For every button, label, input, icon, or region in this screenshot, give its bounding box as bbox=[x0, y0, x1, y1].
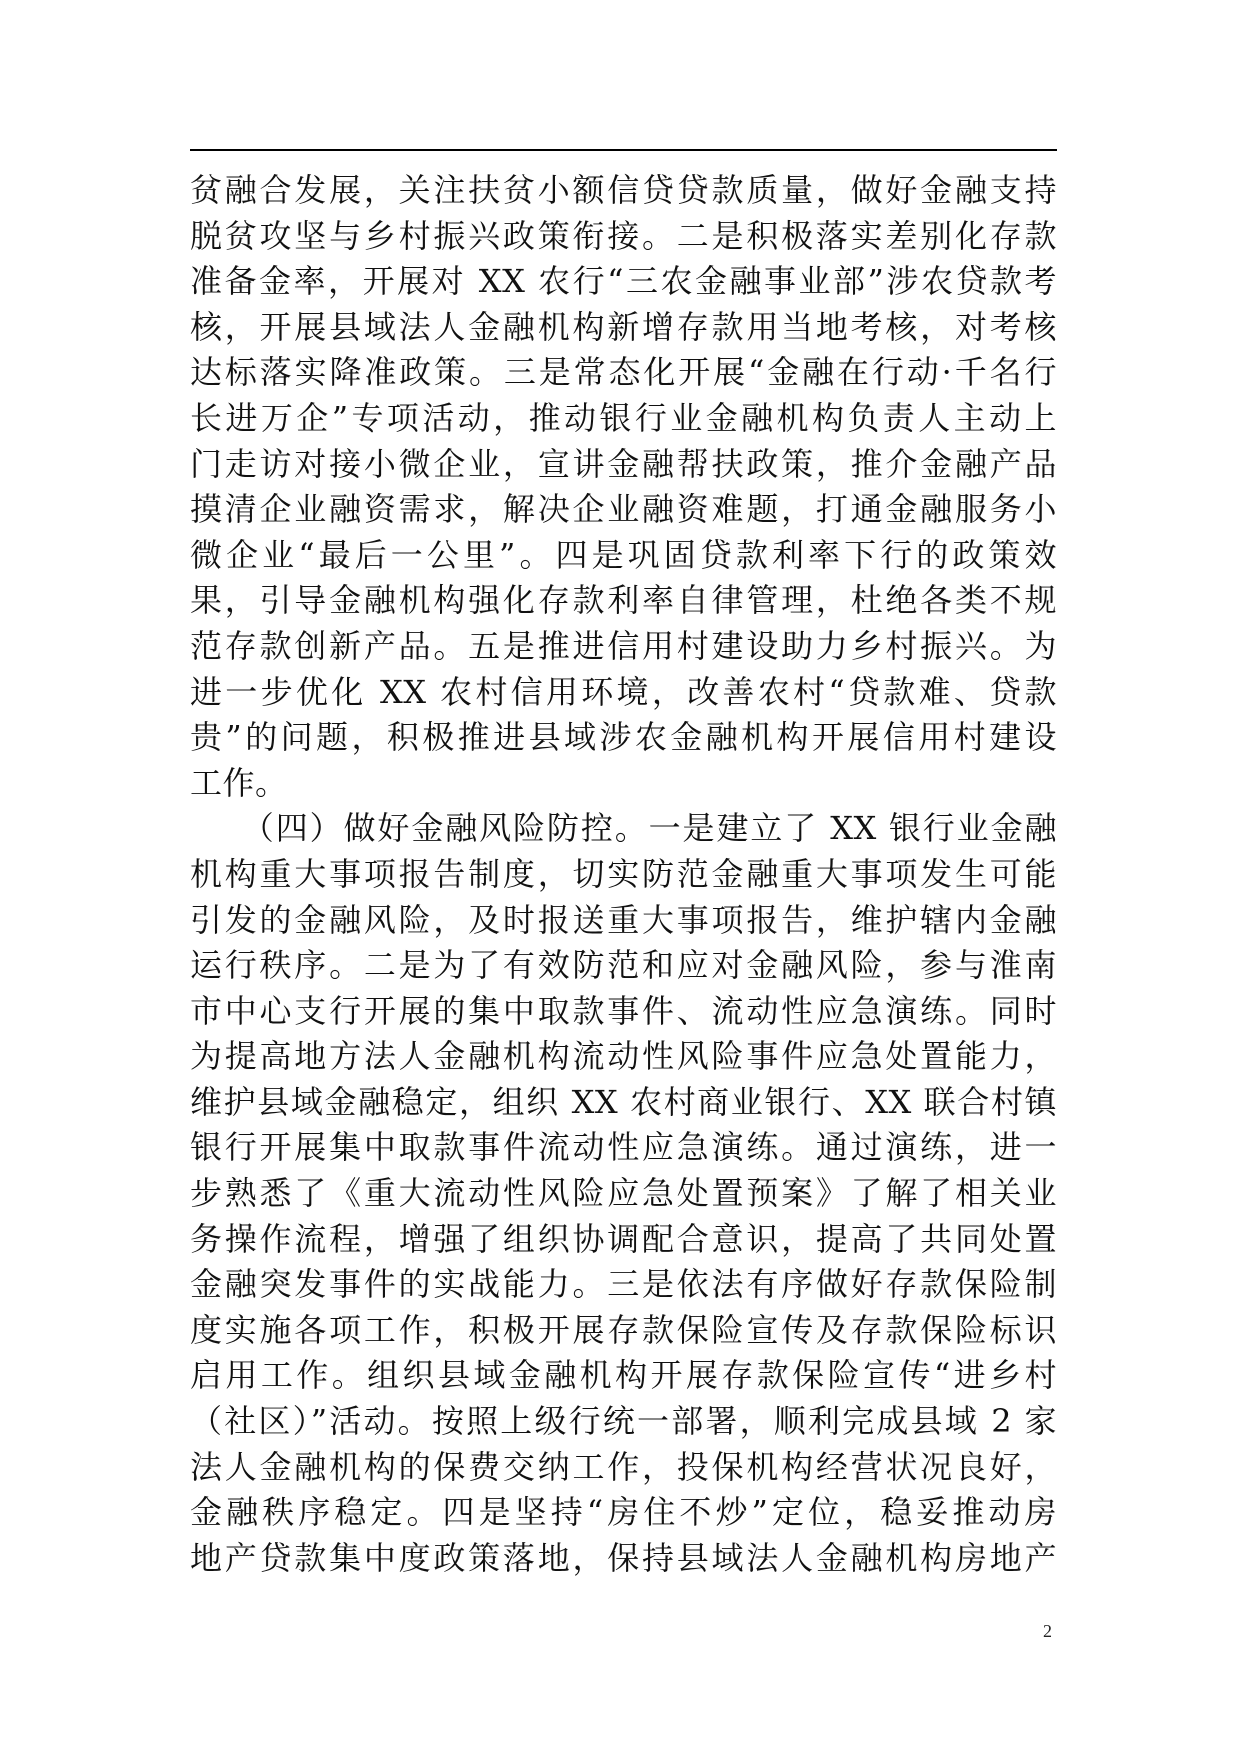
text-line: （四）做好金融风险防控。一是建立了 XX 银行业金融 bbox=[190, 809, 1057, 848]
text-line: 启用工作。组织县域金融机构开展存款保险宣传“进乡村 bbox=[190, 1356, 1057, 1395]
text-line: 达标落实降准政策。三是常态化开展“金融在行动·千名行 bbox=[190, 353, 1057, 392]
text-line: 步熟悉了《重大流动性风险应急处置预案》了解了相关业 bbox=[190, 1174, 1057, 1213]
text-line: 机构重大事项报告制度，切实防范金融重大事项发生可能 bbox=[190, 854, 1057, 893]
text-line: （社区）”活动。按照上级行统一部署，顺利完成县域 2 家 bbox=[190, 1402, 1057, 1441]
text-line: 市中心支行开展的集中取款事件、流动性应急演练。同时 bbox=[190, 991, 1057, 1030]
text-line: 金融突发事件的实战能力。三是依法有序做好存款保险制 bbox=[190, 1265, 1057, 1304]
text-line: 贫融合发展，关注扶贫小额信贷贷款质量，做好金融支持 bbox=[190, 171, 1057, 209]
text-line: 微企业“最后一公里”。四是巩固贷款利率下行的政策效 bbox=[190, 535, 1057, 574]
text-line: 贵”的问题，积极推进县域涉农金融机构开展信用村建设 bbox=[190, 718, 1057, 757]
text-line: 长进万企”专项活动，推动银行业金融机构负责人主动上 bbox=[190, 398, 1057, 437]
text-line: 地产贷款集中度政策落地，保持县域法人金融机构房地产 bbox=[190, 1538, 1057, 1577]
text-line: 度实施各项工作，积极开展存款保险宣传及存款保险标识 bbox=[190, 1310, 1057, 1349]
text-line: 核，开展县域法人金融机构新增存款用当地考核，对考核 bbox=[190, 307, 1057, 346]
text-line: 为提高地方法人金融机构流动性风险事件应急处置能力， bbox=[190, 1037, 1057, 1076]
text-line: 果，引导金融机构强化存款利率自律管理，杜绝各类不规 bbox=[190, 581, 1057, 620]
text-line: 门走访对接小微企业，宣讲金融帮扶政策，推介金融产品 bbox=[190, 444, 1057, 483]
text-line: 银行开展集中取款事件流动性应急演练。通过演练，进一 bbox=[190, 1128, 1057, 1167]
body-text bbox=[190, 168, 1057, 1581]
text-line: 工作。 bbox=[190, 763, 288, 802]
page-number: 2 bbox=[1043, 1621, 1052, 1641]
text-line: 引发的金融风险，及时报送重大事项报告，维护辖内金融 bbox=[190, 900, 1057, 939]
text-line: 运行秩序。二是为了有效防范和应对金融风险，参与淮南 bbox=[190, 946, 1057, 985]
text-line: 范存款创新产品。五是推进信用村建设助力乡村振兴。为 bbox=[190, 626, 1057, 665]
header-rule bbox=[190, 149, 1057, 151]
text-line: 摸清企业融资需求，解决企业融资难题，打通金融服务小 bbox=[190, 490, 1057, 529]
text-line: 维护县域金融稳定，组织 XX 农村商业银行、XX 联合村镇 bbox=[190, 1082, 1057, 1121]
text-line: 脱贫攻坚与乡村振兴政策衔接。二是积极落实差别化存款 bbox=[190, 216, 1057, 255]
text-line: 准备金率，开展对 XX 农行“三农金融事业部”涉农贷款考 bbox=[190, 262, 1057, 301]
text-line: 法人金融机构的保费交纳工作，投保机构经营状况良好， bbox=[190, 1447, 1057, 1486]
text-line: 金融秩序稳定。四是坚持“房住不炒”定位，稳妥推动房 bbox=[190, 1493, 1057, 1532]
text-line: 进一步优化 XX 农村信用环境，改善农村“贷款难、贷款 bbox=[190, 672, 1057, 711]
text-line: 务操作流程，增强了组织协调配合意识，提高了共同处置 bbox=[190, 1219, 1057, 1258]
